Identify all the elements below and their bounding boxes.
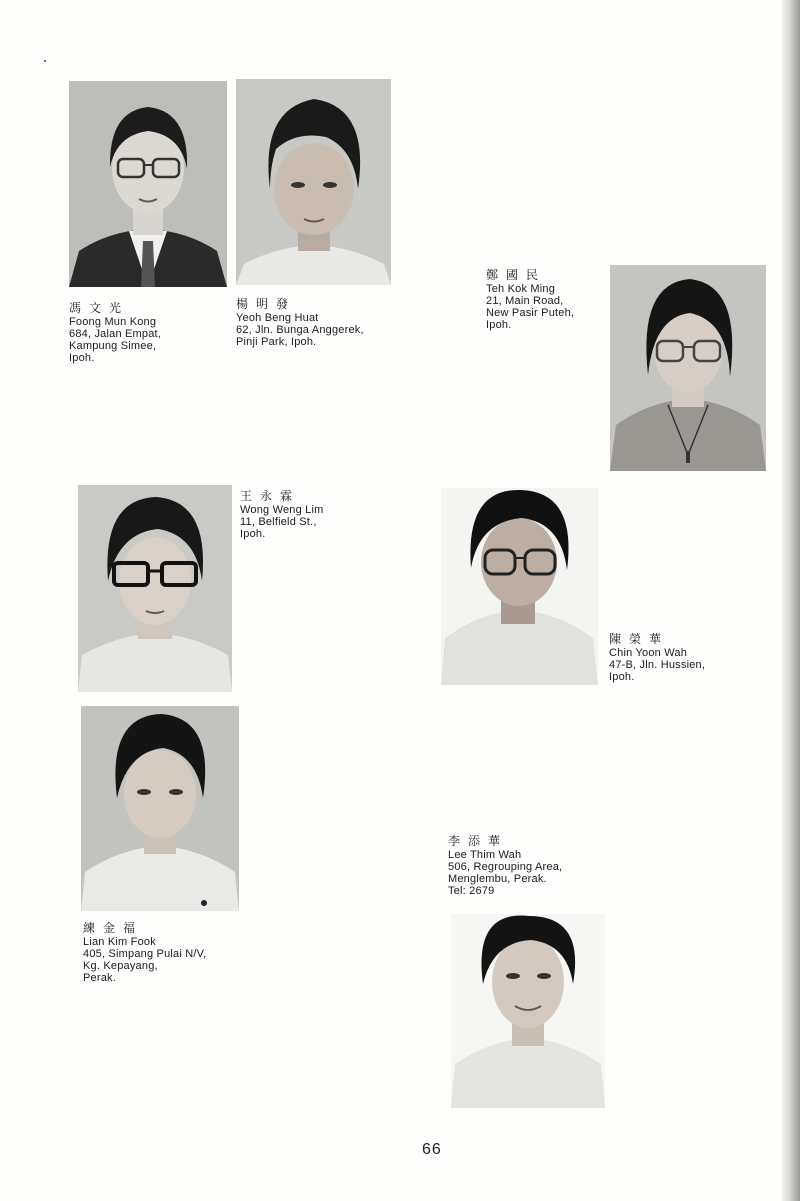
chinese-name: 練金福 — [83, 921, 144, 935]
portrait-photo-chin-yoon-wah — [441, 488, 598, 685]
address-line: Pinji Park, Ipoh. — [236, 336, 317, 348]
address-line: 11, Belfield St., — [240, 516, 317, 528]
address-line: 47-B, Jln. Hussien, — [609, 659, 706, 671]
person-name: Foong Mun Kong — [69, 316, 157, 328]
address-line: 62, Jln. Bunga Anggerek, — [236, 324, 364, 336]
address-line: New Pasir Puteh, — [486, 307, 575, 319]
address-line: Perak. — [83, 972, 116, 984]
address-line: Menglembu, Perak. — [448, 873, 547, 885]
person-name: Lian Kim Fook — [83, 936, 156, 948]
address-line: Ipoh. — [486, 319, 512, 331]
portrait-photo-lian-kim-fook — [81, 706, 239, 911]
chinese-name: 王永霖 — [240, 489, 301, 503]
portrait-photo-lee-thim-wah — [451, 914, 605, 1108]
person-name: Teh Kok Ming — [486, 283, 556, 295]
address-line: Ipoh. — [69, 352, 95, 364]
caption-lian-kim-fook — [83, 922, 206, 984]
portrait-photo-wong-weng-lim — [78, 485, 232, 692]
chinese-name: 楊明發 — [236, 297, 297, 311]
caption-chin-yoon-wah — [609, 633, 705, 683]
caption-foong-mun-kong — [69, 302, 161, 364]
address-line: 506, Regrouping Area, — [448, 861, 563, 873]
chinese-name: 陳榮華 — [609, 632, 670, 646]
address-line: Ipoh. — [240, 528, 266, 540]
portrait-photo-yeoh-beng-huat — [236, 79, 391, 285]
person-name: Yeoh Beng Huat — [236, 312, 319, 324]
caption-lee-thim-wah — [448, 835, 562, 897]
portrait-photo-teh-kok-ming — [610, 265, 766, 471]
address-line: 405, Simpang Pulai N/V, — [83, 948, 207, 960]
chinese-name: 李添華 — [448, 834, 509, 848]
person-name: Wong Weng Lim — [240, 504, 324, 516]
caption-wong-weng-lim — [240, 490, 324, 540]
caption-yeoh-beng-huat — [236, 298, 364, 348]
address-line: Ipoh. — [609, 671, 635, 683]
portrait-photo-foong-mun-kong — [69, 81, 227, 287]
address-line: 21, Main Road, — [486, 295, 564, 307]
caption-teh-kok-ming — [486, 269, 574, 331]
page-number: 66 — [422, 1141, 442, 1158]
person-name: Lee Thim Wah — [448, 849, 522, 861]
address-line: Kg. Kepayang, — [83, 960, 158, 972]
address-line: Kampung Simee, — [69, 340, 157, 352]
print-speck — [44, 60, 46, 62]
chinese-name: 鄭國民 — [486, 268, 547, 282]
address-line: Tel: 2679 — [448, 885, 495, 897]
chinese-name: 馮文光 — [69, 301, 130, 315]
page-edge — [782, 0, 800, 1201]
address-line: 684, Jalan Empat, — [69, 328, 162, 340]
person-name: Chin Yoon Wah — [609, 647, 688, 659]
